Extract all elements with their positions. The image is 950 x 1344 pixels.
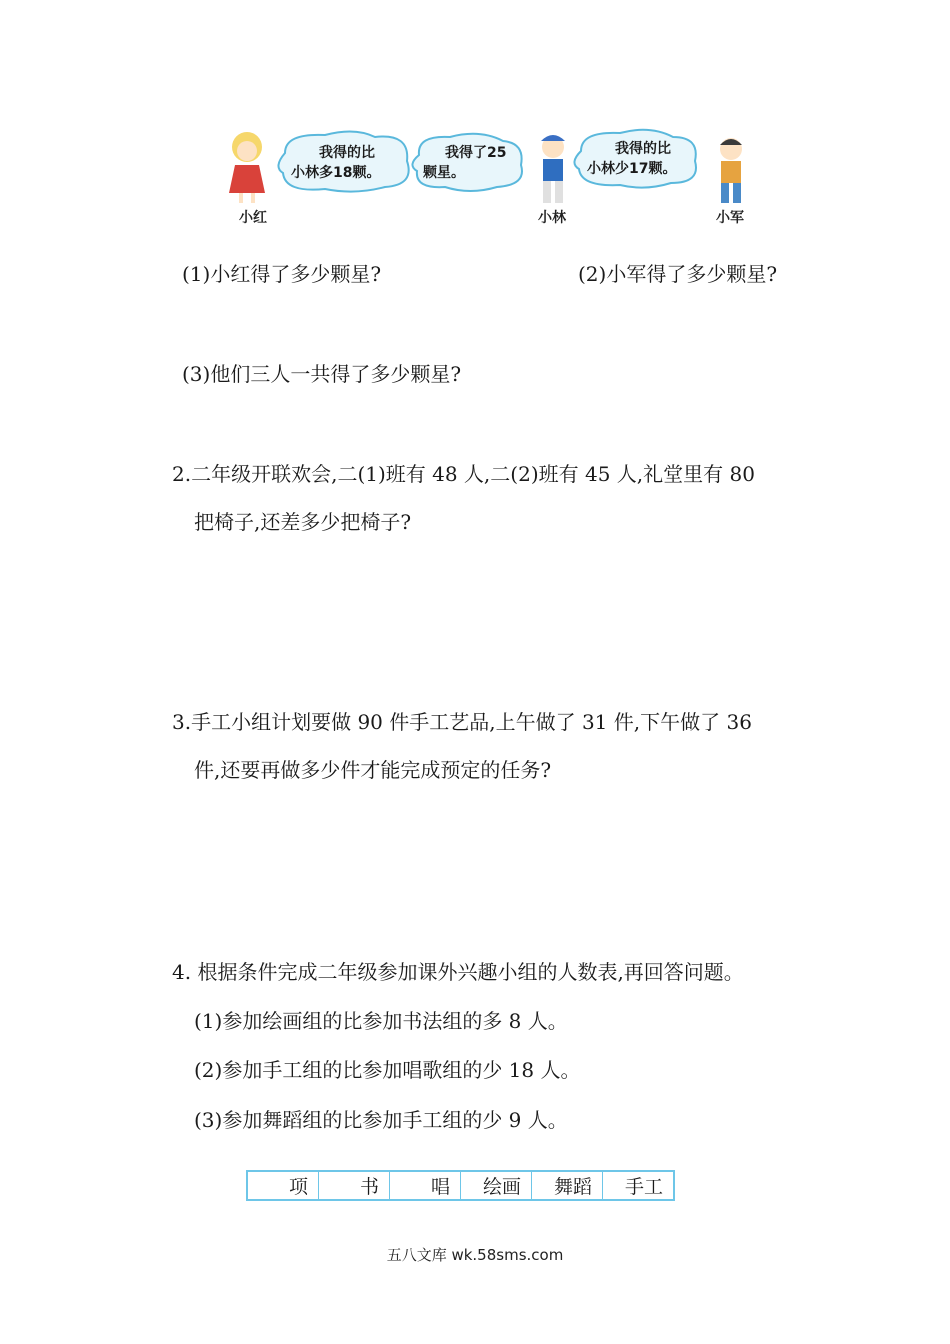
- speech-bubble-3: [574, 130, 696, 188]
- bubble-3-line1: 我得的比: [615, 141, 671, 157]
- q3-line1: 3.手工小组计划要做 90 件手工艺品,上午做了 31 件,下午做了 36: [172, 710, 752, 734]
- q2-line2: 把椅子,还差多少把椅子?: [194, 510, 412, 534]
- bubble-3-line2: 小林少17颗。: [587, 161, 677, 177]
- q1-part2: (2)小军得了多少颗星?: [578, 262, 778, 286]
- boy-figure-icon: [720, 138, 742, 203]
- q2-line1: 2.二年级开联欢会,二(1)班有 48 人,二(2)班有 45 人,礼堂里有 80: [172, 462, 755, 486]
- table-cell: 舞蹈: [532, 1171, 603, 1200]
- table-cell: 绘画: [461, 1171, 532, 1200]
- speech-bubble-1: [278, 131, 408, 191]
- table-cell: 书: [319, 1171, 390, 1200]
- bubble-2-line2: 颗星。: [423, 165, 465, 181]
- interest-group-table: [246, 1170, 675, 1201]
- girl-figure-icon: [229, 132, 265, 203]
- q1-part3: (3)他们三人一共得了多少颗星?: [182, 362, 462, 386]
- speech-bubble-2: [412, 134, 522, 191]
- name-xiaohong: 小红: [239, 210, 267, 226]
- footer-watermark: 五八文库 wk.58sms.com: [386, 1246, 564, 1264]
- table-cell: 项: [247, 1171, 319, 1200]
- q4-condition-3: (3)参加舞蹈组的比参加手工组的少 9 人。: [194, 1108, 568, 1132]
- boy-cap-figure-icon: [541, 135, 565, 203]
- q1-part1: (1)小红得了多少颗星?: [182, 262, 382, 286]
- name-xiaojun: 小军: [716, 210, 744, 226]
- bubble-1-line2: 小林多18颗。: [291, 165, 381, 181]
- q3-line2: 件,还要再做多少件才能完成预定的任务?: [194, 758, 552, 782]
- q4-intro: 4. 根据条件完成二年级参加课外兴趣小组的人数表,再回答问题。: [172, 960, 744, 984]
- q4-condition-1: (1)参加绘画组的比参加书法组的多 8 人。: [194, 1009, 568, 1033]
- story-illustration: [225, 125, 765, 230]
- illustration-svg: [225, 125, 765, 230]
- table-cell: 唱: [390, 1171, 461, 1200]
- table-cell: 手工: [603, 1171, 675, 1200]
- bubble-1-line1: 我得的比: [319, 145, 375, 161]
- table-header-row: [247, 1171, 674, 1200]
- name-xiaolin: 小林: [538, 210, 566, 226]
- bubble-2-line1: 我得了25: [445, 145, 507, 161]
- q4-condition-2: (2)参加手工组的比参加唱歌组的少 18 人。: [194, 1058, 581, 1082]
